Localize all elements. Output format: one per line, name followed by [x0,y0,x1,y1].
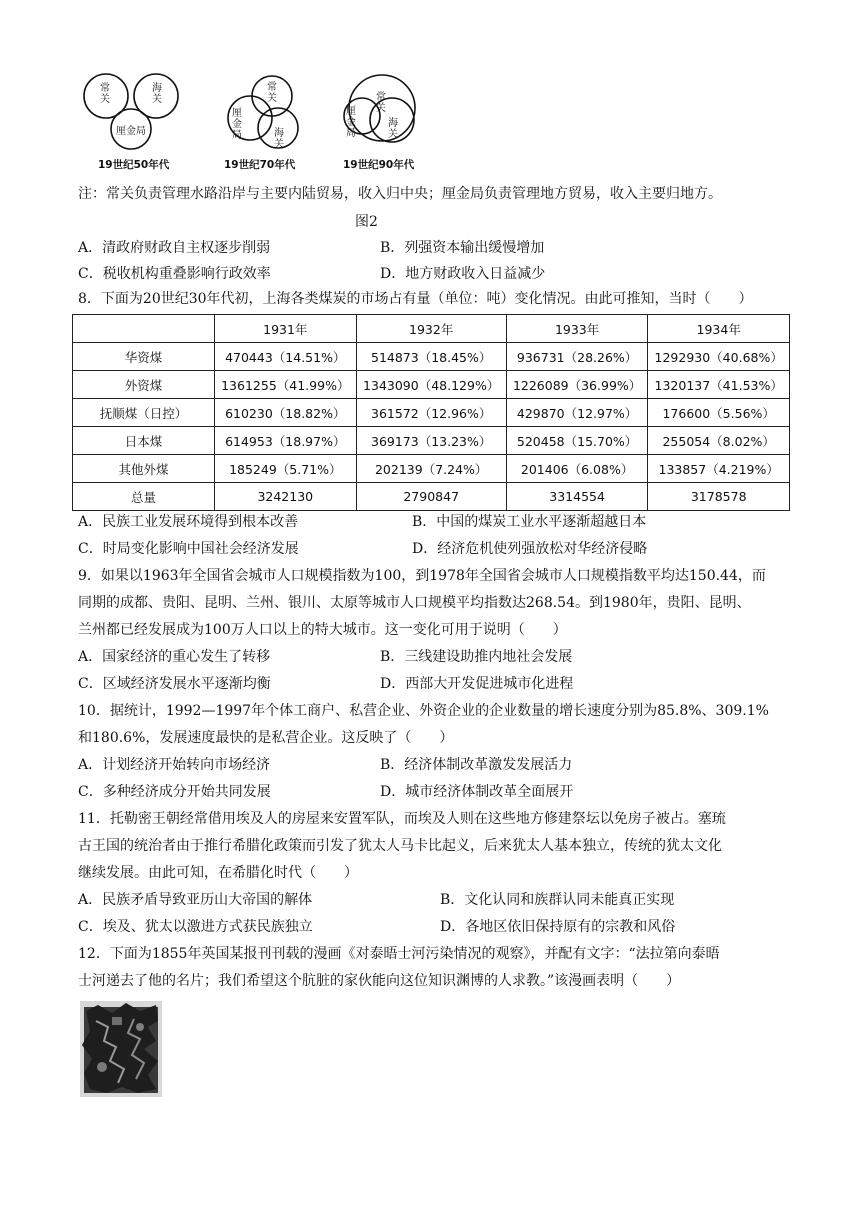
table-cell: 3178578 [648,483,790,511]
table-header-row [73,315,790,343]
label-changguan: 常关 [267,82,277,104]
table-cell: 429870（12.97%） [506,399,648,427]
table-cell: 202139（7.24%） [356,455,506,483]
table-cell: 361572（12.96%） [356,399,506,427]
venn-diagram-1870s [220,72,310,154]
venn-caption-1850s: 19世纪50年代 [98,159,170,171]
table-cell: 其他外煤 [73,455,215,483]
venn-diagram-1850s [76,72,186,152]
q11-option-c[interactable]: C．埃及、犹太以激进方式获民族独立 [78,919,313,935]
table-header-cell: 1933年 [506,315,648,343]
table-cell: 1361255（41.99%） [215,371,357,399]
label-changguan: 常关 [376,92,386,114]
table-cell: 610230（18.82%） [215,399,357,427]
label-haiguan: 海关 [152,83,162,105]
q10-stem-line-2: 和180.6%，发展速度最快的是私营企业。这反映了（ ） [78,730,454,746]
table-header-cell [73,315,215,343]
venn-diagram-1890s [336,70,420,156]
table-header-cell: 1931年 [215,315,357,343]
table-cell: 总量 [73,483,215,511]
table-cell: 520458（15.70%） [506,427,648,455]
table-cell: 176600（5.56%） [648,399,790,427]
table-cell: 201406（6.08%） [506,455,648,483]
table-row [73,371,790,399]
q10-option-b[interactable]: B．经济体制改革激发发展活力 [380,757,573,773]
table-cell: 1226089（36.99%） [506,371,648,399]
q7-option-b[interactable]: B．列强资本输出缓慢增加 [380,240,545,256]
table-row [73,427,790,455]
q8-option-d[interactable]: D．经济危机使列强放松对华经济侵略 [412,541,648,557]
q9-stem-line-3: 兰州都已经发展成为100万人口以上的特大城市。这一变化可用于说明（ ） [78,622,567,638]
q9-option-b[interactable]: B．三线建设助推内地社会发展 [380,649,573,665]
venn-caption-1890s: 19世纪90年代 [343,159,415,171]
label-haiguan: 海关 [388,118,398,140]
table-cell: 369173（13.23%） [356,427,506,455]
table-cell: 1343090（48.129%） [356,371,506,399]
table-row [73,483,790,511]
label-changguan: 常关 [100,83,110,105]
q12-stem-line-1: 12．下面为1855年英国某报刊刊载的漫画《对泰晤士河污染情况的观察》，并配有文字：“法拉第向泰晤 [78,946,720,962]
table-cell: 日本煤 [73,427,215,455]
table-cell: 936731（28.26%） [506,343,648,371]
table-row [73,399,790,427]
q11-stem-line-1: 11．托勒密王朝经常借用埃及人的房屋来安置军队，而埃及人则在这些地方修建祭坛以免房子被占。塞琉 [78,811,726,827]
table-header-cell: 1934年 [648,315,790,343]
table-cell: 1292930（40.68%） [648,343,790,371]
q7-option-d[interactable]: D．地方财政收入日益减少 [380,266,546,282]
table-cell: 外资煤 [73,371,215,399]
table-cell: 1320137（41.53%） [648,371,790,399]
label-lijinju: 厘金局 [116,126,146,137]
q9-stem-line-1: 9．如果以1963年全国省会城市人口规模指数为100，到1978年全国省会城市人口规模指数平均达150.44，而 [78,568,766,584]
table-cell: 3242130 [215,483,357,511]
q7-option-a[interactable]: A．清政府财政自主权逐步削弱 [78,240,271,256]
q10-option-a[interactable]: A．计划经济开始转向市场经济 [78,757,271,773]
q10-option-d[interactable]: D．城市经济体制改革全面展开 [380,784,574,800]
table-cell: 抚顺煤（日控） [73,399,215,427]
q9-option-a[interactable]: A．国家经济的重心发生了转移 [78,649,271,665]
q8-option-b[interactable]: B．中国的煤炭工业水平逐渐超越日本 [412,514,647,530]
q8-option-a[interactable]: A．民族工业发展环境得到根本改善 [78,514,299,530]
q8-stem: 8．下面为20世纪30年代初，上海各类煤炭的市场占有量（单位：吨）变化情况。由此可推知，当时（ ） [78,291,753,307]
figure-label: 图2 [355,214,378,230]
table-row [73,343,790,371]
cartoon-image [78,997,165,1101]
label-lijinju: 厘金局 [232,108,242,141]
venn-caption-1870s: 19世纪70年代 [224,159,296,171]
table-cell: 133857（4.219%） [648,455,790,483]
q10-option-c[interactable]: C．多种经济成分开始共同发展 [78,784,271,800]
table-cell: 514873（18.45%） [356,343,506,371]
figure-note: 注：常关负责管理水路沿岸与主要内陆贸易，收入归中央；厘金局负责管理地方贸易，收入主要归地方。 [78,186,722,202]
table-header-cell: 1932年 [356,315,506,343]
label-lijinju: 厘金局 [346,106,356,139]
q11-stem-line-3: 继续发展。由此可知，在希腊化时代（ ） [78,865,358,881]
q9-option-c[interactable]: C．区域经济发展水平逐渐均衡 [78,676,271,692]
q8-option-c[interactable]: C．时局变化影响中国社会经济发展 [78,541,299,557]
q9-option-d[interactable]: D．西部大开发促进城市化进程 [380,676,574,692]
q11-option-d[interactable]: D．各地区依旧保持原有的宗教和风俗 [440,919,676,935]
table-cell: 华资煤 [73,343,215,371]
table-cell: 470443（14.51%） [215,343,357,371]
q9-stem-line-2: 同期的成都、贵阳、昆明、兰州、银川、太原等城市人口规模平均指数达268.54。到1980年，贵阳、昆明、 [78,595,751,611]
label-haiguan: 海关 [274,128,284,150]
coal-market-table [72,314,790,511]
q11-stem-line-2: 古王国的统治者由于推行希腊化政策而引发了犹太人马卡比起义，后来犹太人基本独立，传统的犹太文化 [78,838,722,854]
q11-option-b[interactable]: B．文化认同和族群认同未能真正实现 [440,892,675,908]
q10-stem-line-1: 10．据统计，1992—1997年个体工商户、私营企业、外资企业的企业数量的增长速度分别为85.8%、309.1% [78,703,769,719]
table-cell: 255054（8.02%） [648,427,790,455]
q12-stem-line-2: 士河递去了他的名片；我们希望这个肮脏的家伙能向这位知识渊博的人求教。”该漫画表明（ ） [78,973,681,989]
q7-option-c[interactable]: C．税收机构重叠影响行政效率 [78,266,271,282]
q11-option-a[interactable]: A．民族矛盾导致亚历山大帝国的解体 [78,892,313,908]
table-cell: 3314554 [506,483,648,511]
table-cell: 185249（5.71%） [215,455,357,483]
table-row [73,455,790,483]
table-cell: 2790847 [356,483,506,511]
table-cell: 614953（18.97%） [215,427,357,455]
